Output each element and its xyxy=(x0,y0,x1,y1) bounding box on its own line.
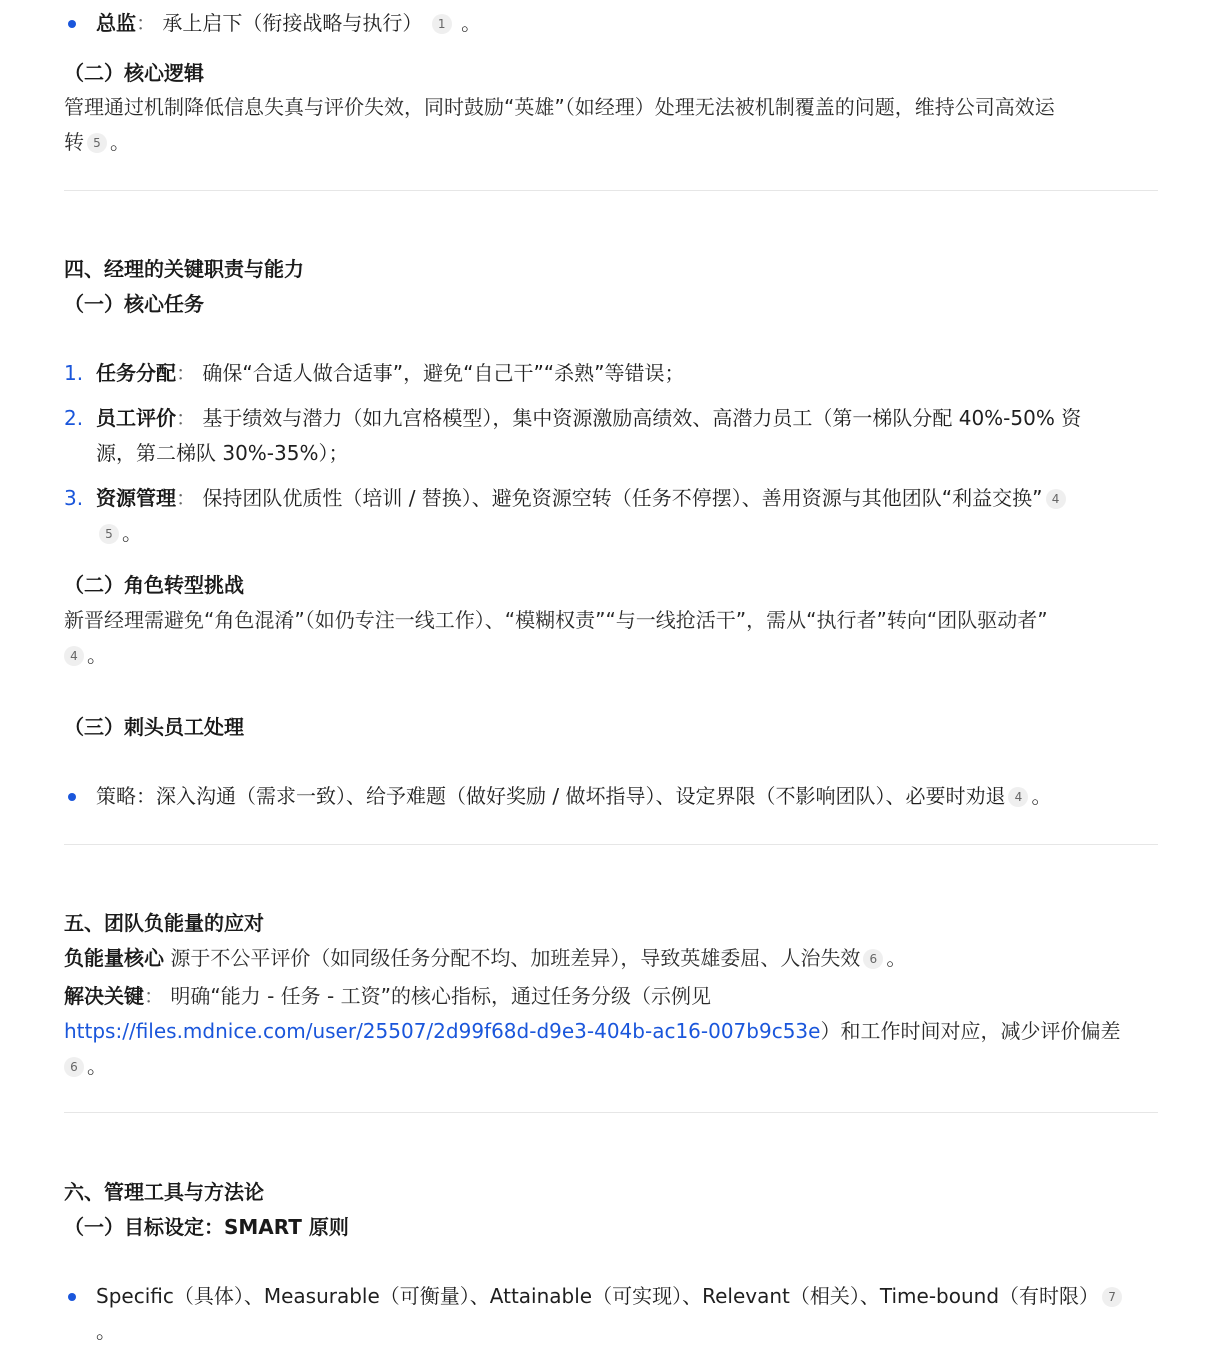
item-label: 负能量核心 xyxy=(64,946,164,970)
section-divider xyxy=(64,1112,1158,1113)
item-text: 保持团队优质性（培训 / 替换）、避免资源空转（任务不停摆）、善用资源与其他团队“利益交换” xyxy=(202,486,1043,510)
subheading-role-transition: （二）角色转型挑战 xyxy=(64,573,244,597)
section-divider xyxy=(64,190,1158,191)
bullet-dot xyxy=(68,793,76,801)
item-text: 基于绩效与潜力（如九宫格模型），集中资源激励高绩效、高潜力员工（第一梯队分配 40%-50% 资 xyxy=(202,406,1082,430)
solution-key-paragraph xyxy=(64,979,1158,1084)
subheading-difficult-employees: （三）刺头员工处理 xyxy=(64,715,244,739)
core-logic-paragraph xyxy=(64,90,1158,160)
citation-badge[interactable]: 4 xyxy=(1046,489,1066,509)
section-heading-5: 五、团队负能量的应对 xyxy=(64,911,264,935)
punctuation: 。 xyxy=(1031,784,1052,808)
citation-badge[interactable]: 1 xyxy=(432,14,452,34)
item-text: 确保“合适人做合适事”，避免“自己干”“杀熟”等错误； xyxy=(202,361,685,385)
bullet-dot xyxy=(68,20,76,28)
item-text: 策略：深入沟通（需求一致）、给予难题（做好奖励 / 做坏指导）、设定界限（不影响团队）、必要时劝退 xyxy=(96,784,1006,808)
list-item-text xyxy=(96,401,1158,471)
citation-badge[interactable]: 4 xyxy=(64,646,84,666)
list-item xyxy=(64,356,1158,391)
citation-badge[interactable]: 6 xyxy=(64,1057,84,1077)
item-label: 总监 xyxy=(96,11,136,35)
citation-badge[interactable]: 5 xyxy=(99,524,119,544)
item-label: 员工评价 xyxy=(96,406,176,430)
subheading-core-logic: （二）核心逻辑 xyxy=(64,61,204,85)
item-text: 承上启下（衔接战略与执行） xyxy=(162,11,423,35)
list-item xyxy=(64,779,1158,814)
punctuation: 。 xyxy=(122,521,142,545)
list-item xyxy=(64,401,1158,471)
punctuation: 。 xyxy=(87,1054,107,1078)
citation-badge[interactable]: 4 xyxy=(1008,787,1028,807)
section-divider xyxy=(64,844,1158,845)
paragraph-text: ）和工作时间对应，减少评价偏差 xyxy=(820,1019,1121,1043)
item-label: 任务分配 xyxy=(96,361,176,385)
paragraph-text: 源于不公平评价（如同级任务分配不均、加班差异），导致英雄委屈、人治失效 xyxy=(170,946,861,970)
item-text: 源，第二梯队 30%-35%）； xyxy=(96,441,349,465)
list-item-text xyxy=(96,6,1158,41)
punctuation: 。 xyxy=(461,11,482,35)
item-label: 资源管理 xyxy=(96,486,176,510)
citation-badge[interactable]: 5 xyxy=(87,133,107,153)
section-heading-4: 四、经理的关键职责与能力 xyxy=(64,257,304,281)
bullet-dot xyxy=(68,1293,76,1301)
example-link[interactable]: https://files.mdnice.com/user/25507/2d99f68d-d9e3-404b-ac16-007b9c53e xyxy=(64,1019,821,1043)
paragraph-text: 转 xyxy=(64,130,84,154)
subheading-smart: （一）目标设定：SMART 原则 xyxy=(64,1215,349,1239)
label-separator: ： xyxy=(176,486,196,510)
list-item-text xyxy=(96,1279,1158,1349)
label-separator: ： xyxy=(176,361,196,385)
citation-badge[interactable]: 6 xyxy=(863,949,883,969)
negativity-core-paragraph xyxy=(64,941,1158,976)
item-label: 解决关键 xyxy=(64,984,144,1008)
section-heading-6: 六、管理工具与方法论 xyxy=(64,1180,264,1204)
list-item-text xyxy=(96,779,1158,814)
punctuation: 。 xyxy=(87,643,107,667)
citation-badge[interactable]: 7 xyxy=(1102,1287,1122,1307)
paragraph-text: 管理通过机制降低信息失真与评价失效，同时鼓励“英雄”（如经理）处理无法被机制覆盖的问题，维持公司高效运 xyxy=(64,95,1055,119)
list-number: 1. xyxy=(64,361,84,385)
label-separator: ： xyxy=(136,11,156,35)
punctuation: 。 xyxy=(96,1319,116,1343)
subheading-core-tasks: （一）核心任务 xyxy=(64,292,204,316)
list-item-text xyxy=(96,481,1158,551)
list-number: 2. xyxy=(64,406,84,430)
role-transition-paragraph xyxy=(64,603,1158,673)
list-item xyxy=(64,1279,1158,1349)
label-separator: ： xyxy=(144,984,164,1008)
label-separator: ： xyxy=(176,406,196,430)
paragraph-text: 新晋经理需避免“角色混淆”（如仍专注一线工作）、“模糊权责”“与一线抢活干”，需从“执行者”转向“团队驱动者” xyxy=(64,608,1048,632)
paragraph-text: 明确“能力 - 任务 - 工资”的核心指标，通过任务分级（示例见 xyxy=(170,984,711,1008)
item-text: Specific（具体）、Measurable（可衡量）、Attainable（可实现）、Relevant（相关）、Time-bound（有时限） xyxy=(96,1284,1100,1308)
list-item-text xyxy=(96,356,1158,391)
punctuation: 。 xyxy=(886,946,907,970)
list-item xyxy=(64,6,1158,41)
list-item xyxy=(64,481,1158,551)
punctuation: 。 xyxy=(110,130,130,154)
list-number: 3. xyxy=(64,486,84,510)
